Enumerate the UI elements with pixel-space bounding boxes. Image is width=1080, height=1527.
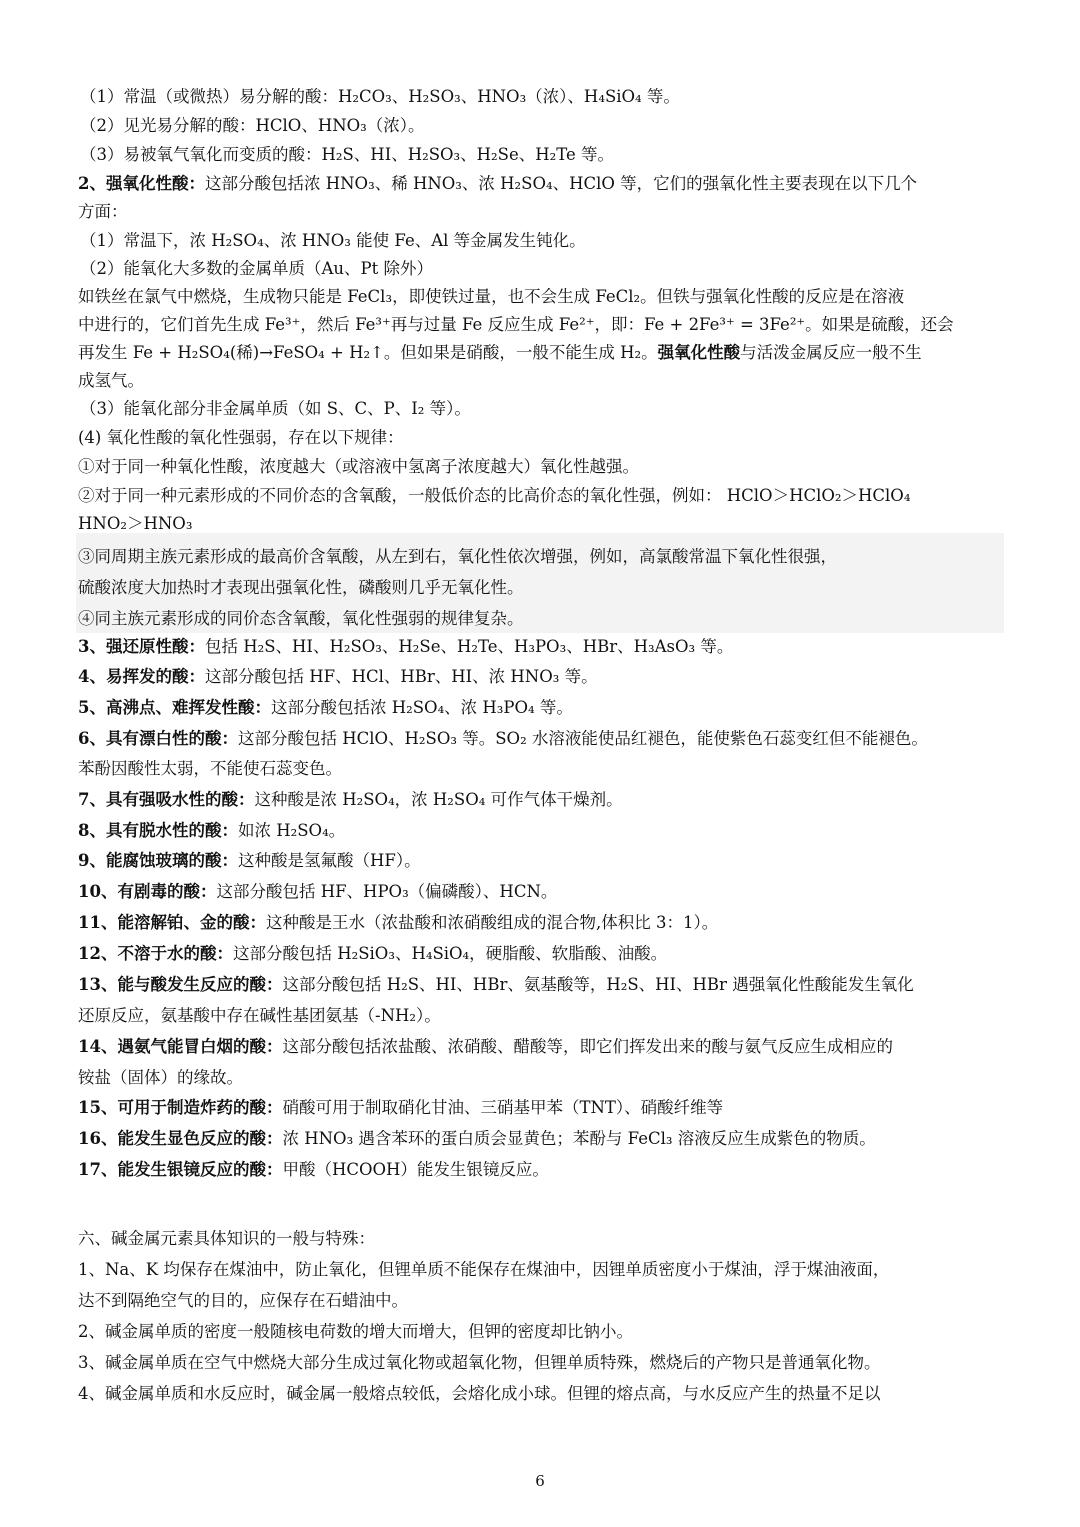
text-line: 铵盐（固体）的缘故。	[78, 1068, 243, 1087]
section-heading: 7、具有强吸水性的酸：	[78, 790, 255, 809]
section-text: 这种酸是浓 H₂SO₄，浓 H₂SO₄ 可作气体干燥剂。	[254, 790, 623, 809]
text-line: 硫酸浓度大加热时才表现出强氧化性，磷酸则几乎无氧化性。	[78, 578, 524, 597]
text-line: ③同周期主族元素形成的最高价含氧酸，从左到右，氧化性依次增强，例如，高氯酸常温下氧化性很强，	[78, 547, 837, 566]
text-line: （1）常温下，浓 H₂SO₄、浓 HNO₃ 能使 Fe、Al 等金属发生钝化。	[80, 231, 586, 250]
text-line: （2）能氧化大多数的金属单质（Au、Pt 除外）	[80, 259, 434, 278]
section-heading: 11、能溶解铂、金的酸：	[78, 913, 266, 932]
text-line: （3）易被氧气氧化而变质的酸：H₂S、HI、H₂SO₃、H₂Se、H₂Te 等。	[80, 145, 614, 164]
text-line	[78, 342, 1008, 364]
section-text: 包括 H₂S、HI、H₂SO₃、H₂Se、H₂Te、H₃PO₃、HBr、H₃AsO₃ 等。	[204, 637, 734, 656]
page-number: 6	[535, 1472, 545, 1490]
section-text: 这种酸是氢氟酸（HF）。	[237, 851, 421, 870]
text-line: ④同主族元素形成的同价态含氧酸，氧化性强弱的规律复杂。	[78, 609, 524, 628]
text-line: 达不到隔绝空气的目的，应保存在石蜡油中。	[78, 1291, 408, 1310]
section-heading: 16、能发生显色反应的酸：	[78, 1129, 283, 1148]
text-line: 2、碱金属单质的密度一般随核电荷数的增大而增大，但钾的密度却比钠小。	[78, 1322, 633, 1341]
text-line: 1、Na、K 均保存在煤油中，防止氧化，但锂单质不能保存在煤油中，因锂单质密度小于煤油，浮于煤油液面，	[78, 1260, 890, 1279]
section-heading: 12、不溶于水的酸：	[78, 944, 233, 963]
section-line	[78, 912, 1008, 934]
section-line	[78, 173, 1008, 195]
text-line: 如铁丝在氯气中燃烧，生成物只能是 FeCl₃，即使铁过量，也不会生成 FeCl₂。但铁与强氧化性酸的反应是在溶液	[78, 287, 905, 306]
section-heading: 2、强氧化性酸：	[78, 174, 205, 193]
text-line: 中进行的，它们首先生成 Fe³⁺，然后 Fe³⁺再与过量 Fe 反应生成 Fe²⁺，即：Fe + 2Fe³⁺ = 3Fe²⁺。如果是硫酸，还会	[78, 315, 954, 334]
section-text: 这部分酸包括 HClO、H₂SO₃ 等。SO₂ 水溶液能使品红褪色，能使紫色石蕊变红但不能褪色。	[237, 729, 928, 748]
section-line	[78, 943, 1008, 965]
section-text: 浓 HNO₃ 遇含苯环的蛋白质会显黄色；苯酚与 FeCl₃ 溶液反应生成紫色的物质。	[282, 1129, 876, 1148]
section-line	[78, 666, 1008, 688]
section-text: 这部分酸包括浓 HNO₃、稀 HNO₃、浓 H₂SO₄、HClO 等，它们的强氧化性主要表现在以下几个	[204, 174, 918, 193]
section-text: 如浓 H₂SO₄。	[237, 821, 346, 840]
section-line	[78, 697, 1008, 719]
section-heading: 8、具有脱水性的酸：	[78, 821, 238, 840]
text-line: 还原反应，氨基酸中存在碱性基团氨基（-NH₂）。	[78, 1006, 441, 1025]
text-line: (4) 氧化性酸的氧化性强弱，存在以下规律：	[78, 428, 404, 447]
section-line	[78, 1036, 1008, 1058]
section-text: 这部分酸包括浓盐酸、浓硝酸、醋酸等，即它们挥发出来的酸与氨气反应生成相应的	[282, 1037, 893, 1056]
section-line	[78, 850, 1008, 872]
section-line	[78, 881, 1008, 903]
section-text: 这部分酸包括 H₂SiO₃、H₄SiO₄，硬脂酸、软脂酸、油酸。	[232, 944, 668, 963]
section-line	[78, 636, 1008, 658]
chapter-heading: 六、碱金属元素具体知识的一般与特殊：	[78, 1229, 375, 1248]
section-line	[78, 728, 1008, 750]
text-run: 与活泼金属反应一般不生	[740, 343, 922, 362]
section-heading: 15、可用于制造炸药的酸：	[78, 1098, 283, 1117]
section-heading: 5、高沸点、难挥发性酸：	[78, 698, 271, 717]
section-line	[78, 1097, 1008, 1119]
bold-term: 强氧化性酸	[657, 343, 741, 362]
text-line: HNO₂＞HNO₃	[78, 514, 193, 533]
text-line: 3、碱金属单质在空气中燃烧大部分生成过氧化物或超氧化物，但锂单质特殊，燃烧后的产物只是普通氧化物。	[78, 1353, 881, 1372]
text-line: 方面：	[78, 202, 128, 221]
section-text: 硝酸可用于制取硝化甘油、三硝基甲苯（TNT）、硝酸纤维等	[282, 1098, 724, 1117]
section-text: 这部分酸包括浓 H₂SO₄、浓 H₃PO₄ 等。	[270, 698, 573, 717]
section-heading: 10、有剧毒的酸：	[78, 882, 217, 901]
section-line	[78, 789, 1008, 811]
section-text: 甲酸（HCOOH）能发生银镜反应。	[282, 1160, 549, 1179]
text-run: 再发生 Fe + H₂SO₄(稀)→FeSO₄ + H₂↑。但如果是硝酸，一般不能生成 H₂。	[78, 343, 658, 362]
text-line: ①对于同一种氧化性酸，浓度越大（或溶液中氢离子浓度越大）氧化性越强。	[78, 457, 639, 476]
section-line	[78, 820, 1008, 842]
section-line	[78, 1128, 1008, 1150]
text-line: 成氢气。	[78, 371, 144, 390]
text-line: ②对于同一种元素形成的不同价态的含氧酸，一般低价态的比高价态的氧化性强，例如： HClO＞HClO₂＞HClO₄	[78, 486, 911, 505]
section-text: 这部分酸包括 H₂S、HI、HBr、氨基酸等，H₂S、HI、HBr 遇强氧化性酸能发生氧化	[282, 975, 914, 994]
section-heading: 13、能与酸发生反应的酸：	[78, 975, 283, 994]
section-line	[78, 974, 1008, 996]
text-line: （1）常温（或微热）易分解的酸：H₂CO₃、H₂SO₃、HNO₃（浓）、H₄SiO₄ 等。	[80, 87, 680, 106]
section-text: 这部分酸包括 HF、HCl、HBr、HI、浓 HNO₃ 等。	[204, 667, 598, 686]
section-heading: 17、能发生银镜反应的酸：	[78, 1160, 283, 1179]
section-text: 这种酸是王水（浓盐酸和浓硝酸组成的混合物,体积比 3：1）。	[265, 913, 719, 932]
section-heading: 9、能腐蚀玻璃的酸：	[78, 851, 238, 870]
section-line	[78, 1159, 1008, 1181]
section-heading: 6、具有漂白性的酸：	[78, 729, 238, 748]
section-heading: 3、强还原性酸：	[78, 637, 205, 656]
section-heading: 4、易挥发的酸：	[78, 667, 205, 686]
text-line: 4、碱金属单质和水反应时，碱金属一般熔点较低，会熔化成小球。但锂的熔点高，与水反应产生的热量不足以	[78, 1384, 881, 1403]
section-text: 这部分酸包括 HF、HPO₃（偏磷酸）、HCN。	[216, 882, 558, 901]
text-line: （3）能氧化部分非金属单质（如 S、C、P、I₂ 等）。	[80, 399, 471, 418]
text-line: （2）见光易分解的酸：HClO、HNO₃（浓）。	[80, 116, 425, 135]
text-line: 苯酚因酸性太弱，不能使石蕊变色。	[78, 759, 342, 778]
section-heading: 14、遇氨气能冒白烟的酸：	[78, 1037, 283, 1056]
